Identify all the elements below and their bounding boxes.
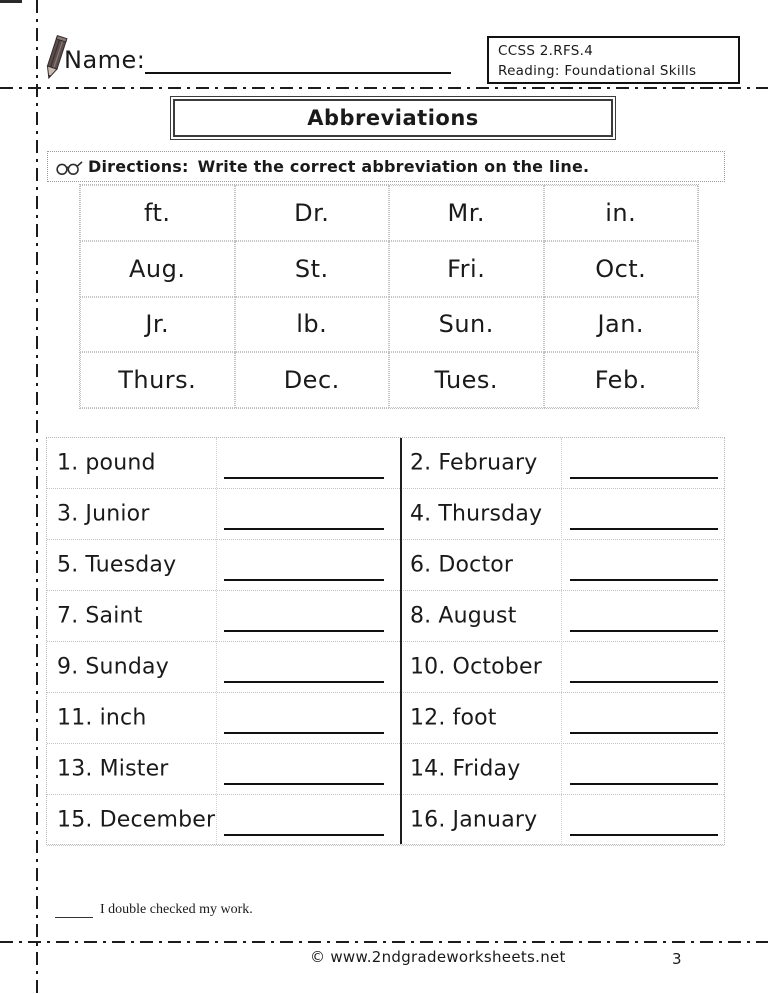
exercise-word: Thursday <box>438 501 543 527</box>
name-row <box>64 44 451 74</box>
answer-blank[interactable] <box>224 732 384 734</box>
word-bank-cell: Oct. <box>544 241 699 297</box>
exercise-row <box>47 489 724 540</box>
exercise-item <box>47 744 400 794</box>
exercise-number: 10. <box>409 654 446 680</box>
answer-blank[interactable] <box>570 630 718 632</box>
directions-label: Directions: <box>88 157 189 176</box>
check-blank-line[interactable] <box>55 904 93 918</box>
exercise-item <box>400 642 724 692</box>
directions-box <box>47 151 725 182</box>
word-bank-cell: Mr. <box>389 185 544 241</box>
exercise-number: 11. <box>57 705 93 731</box>
exercise-item <box>47 795 400 845</box>
exercise-item <box>47 642 400 692</box>
answer-blank[interactable] <box>224 579 384 581</box>
word-bank-cell: Dec. <box>235 352 390 408</box>
word-bank-cell: Dr. <box>235 185 390 241</box>
answer-blank[interactable] <box>224 681 384 683</box>
top-cut-line <box>0 87 768 89</box>
standard-code: CCSS 2.RFS.4 <box>498 43 594 59</box>
scan-artifact <box>0 0 22 3</box>
exercise-number: 5. <box>57 552 79 578</box>
page-title: Abbreviations <box>307 106 479 130</box>
exercise-number: 8. <box>409 603 432 629</box>
exercise-item <box>400 744 724 794</box>
exercise-row <box>47 591 724 642</box>
standards-box <box>487 36 740 84</box>
exercise-word: inch <box>99 705 147 731</box>
vertical-cut-line <box>36 0 38 994</box>
answer-blank[interactable] <box>570 579 718 581</box>
answer-blank[interactable] <box>224 630 384 632</box>
word-bank-cell: Thurs. <box>80 352 235 408</box>
answer-blank[interactable] <box>224 834 384 836</box>
exercise-number: 12. <box>409 705 446 731</box>
exercise-row <box>47 795 724 846</box>
word-bank-cell: Sun. <box>389 297 544 353</box>
exercise-row <box>47 693 724 744</box>
answer-blank[interactable] <box>224 783 384 785</box>
exercise-number: 13. <box>57 756 93 782</box>
check-text: I double checked my work. <box>100 902 253 917</box>
answer-blank[interactable] <box>570 477 718 479</box>
exercise-number: 9. <box>57 654 79 680</box>
word-bank-cell: Jan. <box>544 297 699 353</box>
exercise-number: 4. <box>409 501 432 527</box>
exercise-word: February <box>438 450 538 476</box>
exercise-item <box>400 489 724 539</box>
exercise-word: pound <box>85 450 156 476</box>
table-center-divider <box>400 438 402 844</box>
exercise-item <box>47 693 400 743</box>
exercise-item <box>47 540 400 590</box>
exercise-word: Tuesday <box>85 552 177 578</box>
exercise-word: foot <box>452 705 497 731</box>
exercise-word: December <box>99 807 216 833</box>
exercise-word: October <box>452 654 542 680</box>
answer-blank[interactable] <box>570 681 718 683</box>
exercise-item <box>47 489 400 539</box>
standard-strand: Reading: Foundational Skills <box>498 62 697 79</box>
exercise-item <box>400 540 724 590</box>
glasses-icon <box>55 158 83 176</box>
exercise-word: August <box>438 603 517 629</box>
exercise-item <box>47 591 400 641</box>
exercise-item <box>400 591 724 641</box>
exercise-number: 16. <box>409 807 446 833</box>
exercise-number: 6. <box>409 552 432 578</box>
directions-body: Write the correct abbreviation on the line. <box>197 157 590 176</box>
exercise-number: 14. <box>409 756 446 782</box>
exercise-row <box>47 540 724 591</box>
name-label: Name: <box>64 46 146 74</box>
answer-blank[interactable] <box>570 834 718 836</box>
exercise-word: January <box>452 807 538 833</box>
exercise-number: 2. <box>409 450 432 476</box>
exercise-row <box>47 438 724 489</box>
name-blank-line[interactable] <box>145 44 451 74</box>
exercise-word: Sunday <box>85 654 169 680</box>
exercise-word: Saint <box>85 603 143 629</box>
exercise-word: Junior <box>85 501 150 527</box>
exercise-item <box>400 438 724 488</box>
exercise-word: Mister <box>99 756 169 782</box>
answer-blank[interactable] <box>570 783 718 785</box>
word-bank-cell: Fri. <box>389 241 544 297</box>
directions-text <box>88 157 589 176</box>
exercise-number: 3. <box>57 501 79 527</box>
answer-blank[interactable] <box>224 528 384 530</box>
exercise-table <box>46 437 725 845</box>
exercise-word: Doctor <box>438 552 514 578</box>
exercise-row <box>47 744 724 795</box>
bottom-cut-line <box>0 941 768 943</box>
word-bank-cell: in. <box>544 185 699 241</box>
answer-blank[interactable] <box>224 477 384 479</box>
exercise-number: 1. <box>57 450 79 476</box>
exercise-item <box>400 795 724 845</box>
word-bank-cell: lb. <box>235 297 390 353</box>
exercise-item <box>400 693 724 743</box>
page-number: 3 <box>672 950 682 968</box>
answer-blank[interactable] <box>570 732 718 734</box>
word-bank-cell: Jr. <box>80 297 235 353</box>
exercise-number: 7. <box>57 603 79 629</box>
word-bank-cell: Tues. <box>389 352 544 408</box>
word-bank <box>79 184 699 409</box>
exercise-item <box>47 438 400 488</box>
self-check-row <box>55 902 253 918</box>
word-bank-cell: Feb. <box>544 352 699 408</box>
word-bank-cell: St. <box>235 241 390 297</box>
footer-credit: © www.2ndgradeworksheets.net <box>310 948 566 966</box>
answer-blank[interactable] <box>570 528 718 530</box>
exercise-row <box>47 642 724 693</box>
word-bank-cell: ft. <box>80 185 235 241</box>
exercise-word: Friday <box>452 756 521 782</box>
exercise-number: 15. <box>57 807 93 833</box>
word-bank-cell: Aug. <box>80 241 235 297</box>
title-box <box>170 96 616 140</box>
